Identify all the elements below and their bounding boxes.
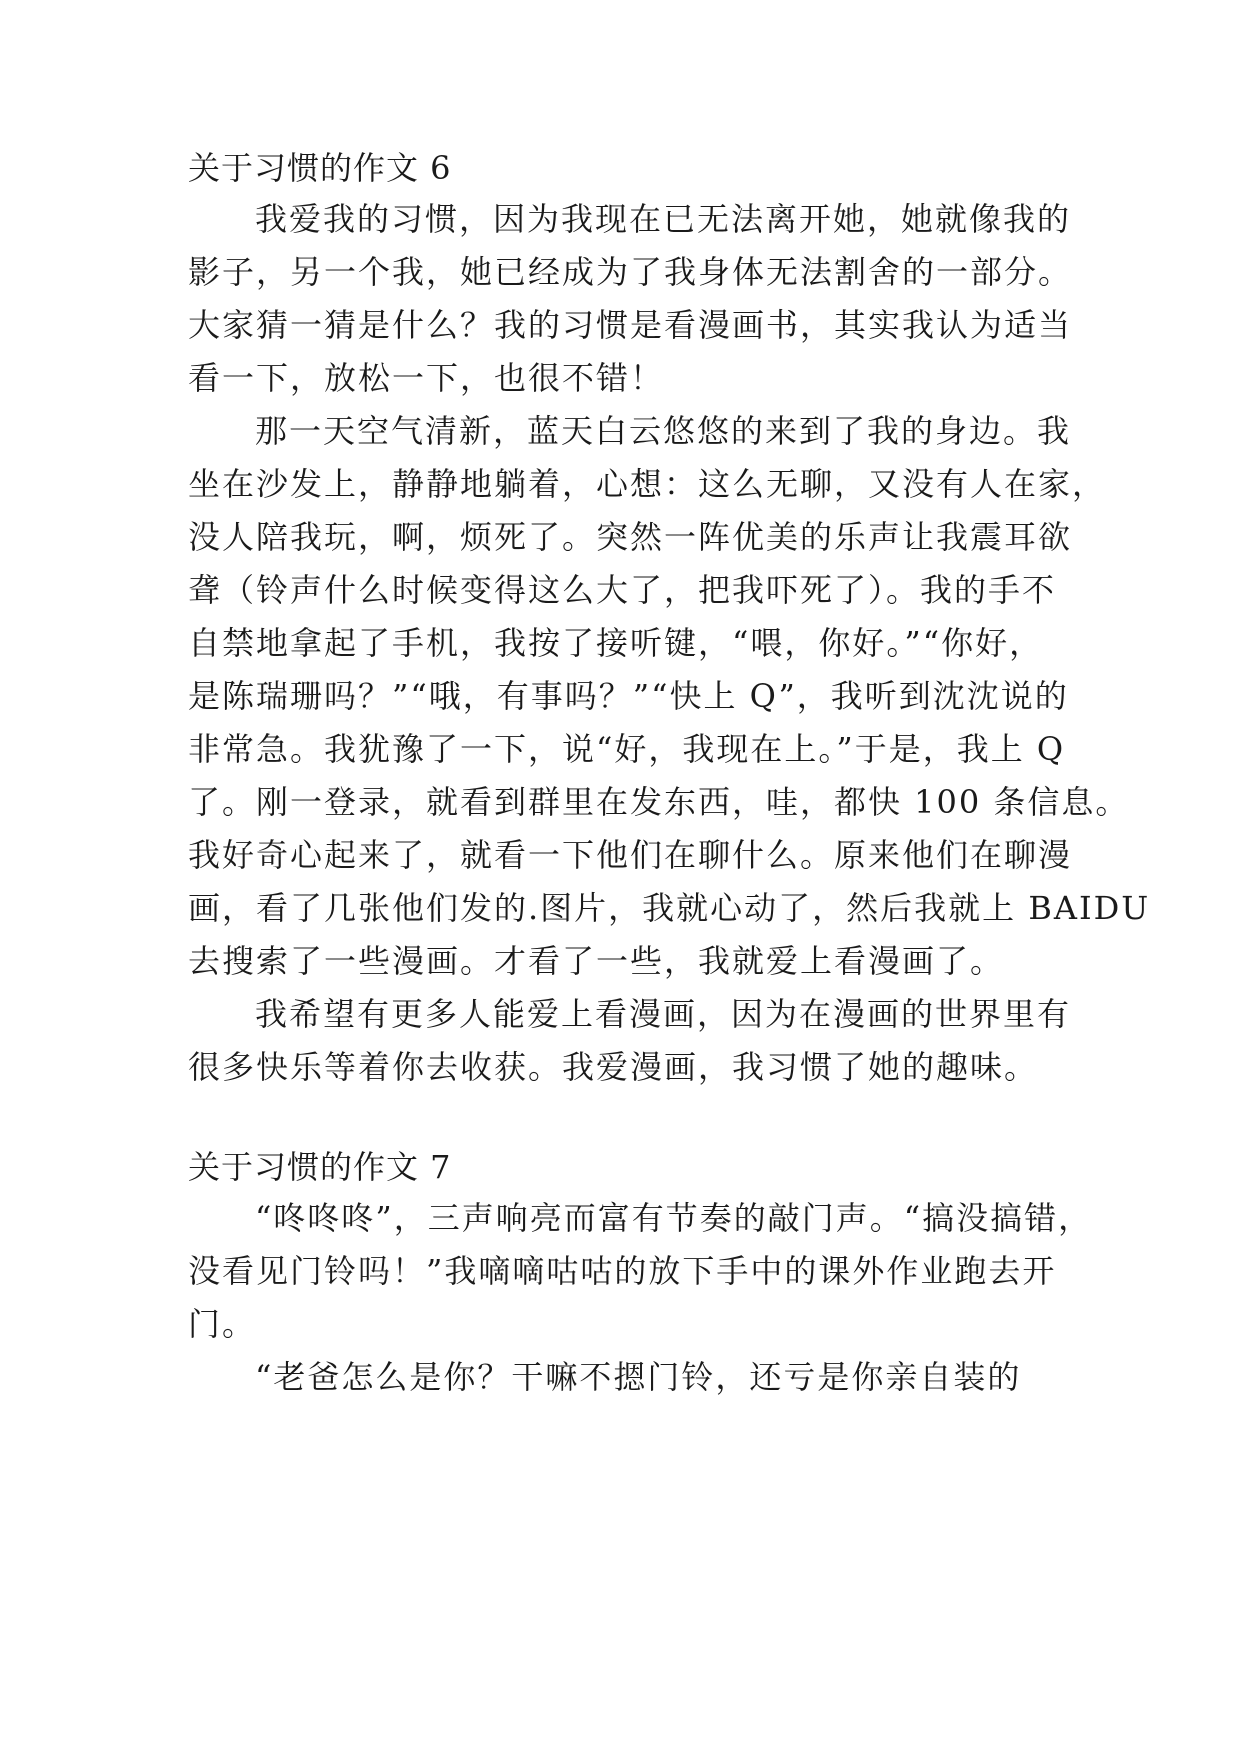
essay-6-line-13: 我好奇心起来了，就看一下他们在聊什么。原来他们在聊漫 [188,836,1073,874]
essay-6-line-10: 是陈瑞珊吗？”“哦，有事吗？”“快上 Q”，我听到沈沈说的 [188,677,1069,715]
essay-6-line-6: 坐在沙发上，静静地躺着，心想：这么无聊，又没有人在家， [188,465,1107,503]
essay-6-line-5: 那一天空气清新，蓝天白云悠悠的来到了我的身边。我 [255,412,1072,450]
essay-6-line-16: 我希望有更多人能爱上看漫画，因为在漫画的世界里有 [255,995,1072,1033]
essay-6-line-4: 看一下，放松一下，也很不错！ [188,359,665,397]
essay-6-line-17: 很多快乐等着你去收获。我爱漫画，我习惯了她的趣味。 [188,1048,1039,1086]
essay-6-line-12: 了。刚一登录，就看到群里在发东西，哇，都快 100 条信息。 [188,783,1130,821]
essay-6-line-1: 我爱我的习惯，因为我现在已无法离开她，她就像我的 [255,200,1072,238]
essay-7-line-4: “老爸怎么是你？干嘛不摁门铃，还亏是你亲自装的 [255,1358,1022,1396]
essay-7-title: 关于习惯的作文 7 [188,1148,452,1186]
essay-7-line-1: “咚咚咚”，三声响亮而富有节奏的敲门声。“搞没搞错， [255,1199,1093,1237]
essay-6-line-15: 去搜索了一些漫画。才看了一些，我就爱上看漫画了。 [188,942,1005,980]
essay-6-line-7: 没人陪我玩，啊，烦死了。突然一阵优美的乐声让我震耳欲 [188,518,1073,556]
essay-7-line-3: 门。 [188,1305,257,1343]
essay-6-line-2: 影子，另一个我，她已经成为了我身体无法割舍的一部分。 [188,253,1073,291]
essay-6-line-8: 聋（铃声什么时候变得这么大了，把我吓死了）。我的手不 [188,571,1057,609]
essay-6-title: 关于习惯的作文 6 [188,149,452,187]
essay-7-line-2: 没看见门铃吗！”我嘀嘀咕咕的放下手中的课外作业跑去开 [188,1252,1057,1290]
essay-6-line-14: 画，看了几张他们发的.图片，我就心动了，然后我就上 BAIDU [188,889,1151,927]
essay-6-line-11: 非常急。我犹豫了一下，说“好，我现在上。”于是，我上 Q [188,730,1066,768]
essay-6-line-9: 自禁地拿起了手机，我按了接听键，“喂，你好。”“你好， [188,624,1044,662]
essay-6-line-3: 大家猜一猜是什么？我的习惯是看漫画书，其实我认为适当 [188,306,1073,344]
